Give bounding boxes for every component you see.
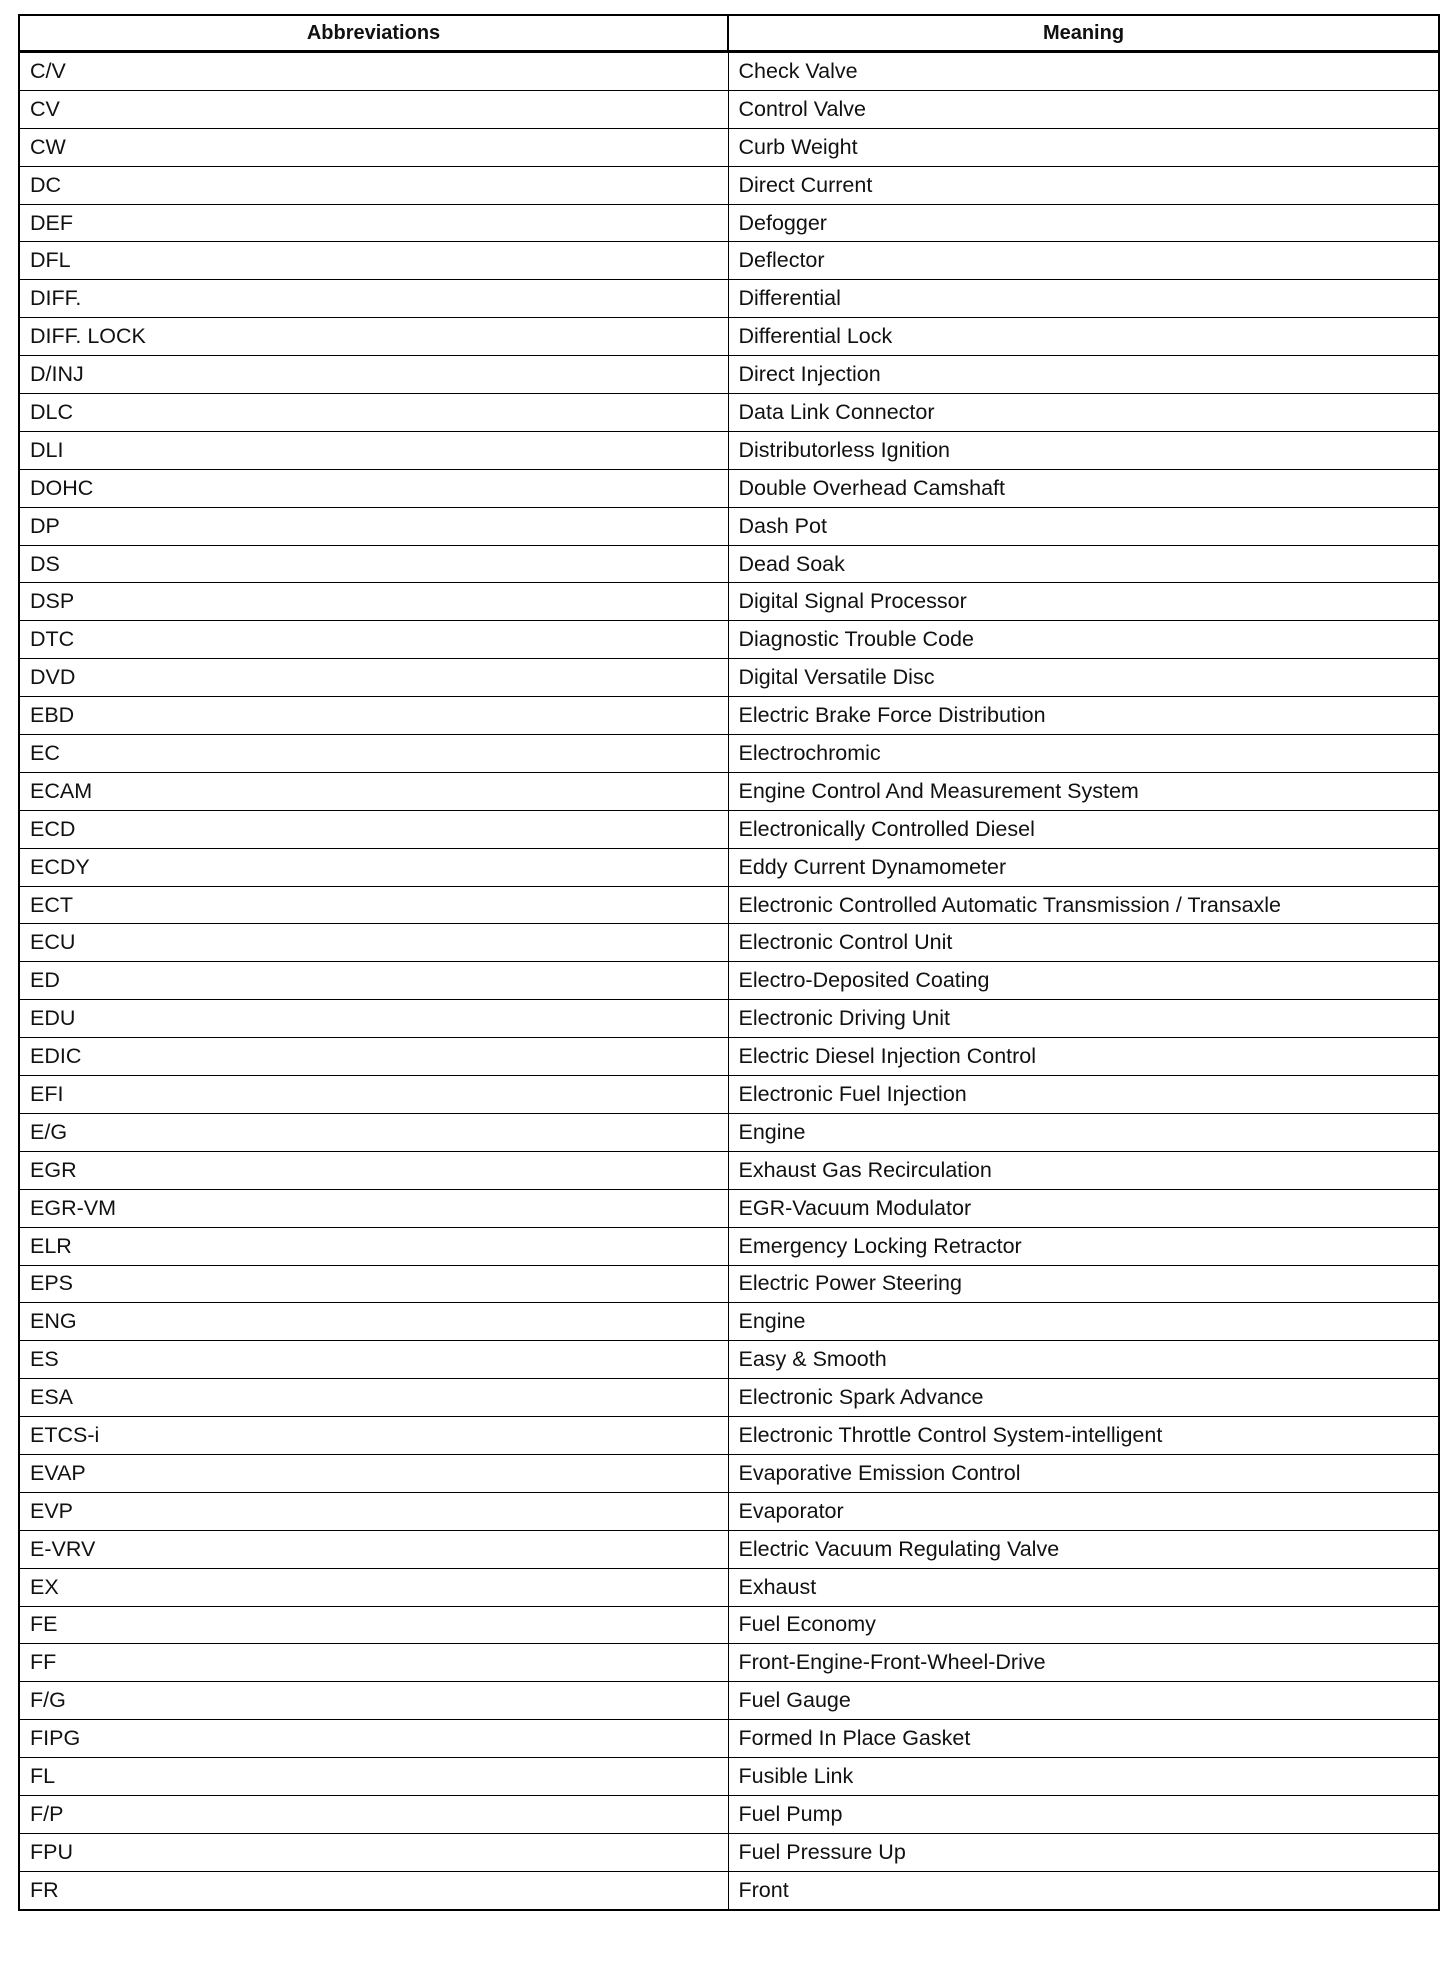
meaning-cell: Direct Injection [728, 356, 1439, 394]
abbreviation-cell: DP [19, 507, 728, 545]
abbreviation-cell: DSP [19, 583, 728, 621]
abbreviation-cell: ECU [19, 924, 728, 962]
meaning-cell: Check Valve [728, 52, 1439, 91]
table-row [19, 621, 1439, 659]
table-row [19, 242, 1439, 280]
abbreviation-cell: F/P [19, 1795, 728, 1833]
abbreviation-cell: DIFF. [19, 280, 728, 318]
abbreviation-cell: DOHC [19, 469, 728, 507]
table-row [19, 1151, 1439, 1189]
abbreviation-cell: DTC [19, 621, 728, 659]
meaning-cell: Fuel Gauge [728, 1682, 1439, 1720]
table-row [19, 1417, 1439, 1455]
abbreviation-cell: EDU [19, 1000, 728, 1038]
abbreviation-cell: ED [19, 962, 728, 1000]
table-row [19, 1038, 1439, 1076]
meaning-cell: Easy & Smooth [728, 1341, 1439, 1379]
abbreviation-cell: DLI [19, 431, 728, 469]
abbreviation-cell: ECT [19, 886, 728, 924]
abbreviation-cell: FL [19, 1758, 728, 1796]
table-row [19, 1265, 1439, 1303]
abbreviation-cell: E/G [19, 1113, 728, 1151]
table-row [19, 962, 1439, 1000]
table-row [19, 1492, 1439, 1530]
column-header-meaning: Meaning [728, 15, 1439, 52]
meaning-cell: Diagnostic Trouble Code [728, 621, 1439, 659]
abbreviation-cell: CV [19, 90, 728, 128]
abbreviation-cell: ECAM [19, 772, 728, 810]
table-row [19, 431, 1439, 469]
table-row [19, 1758, 1439, 1796]
abbreviation-cell: F/G [19, 1682, 728, 1720]
meaning-cell: Digital Versatile Disc [728, 659, 1439, 697]
abbreviation-cell: E-VRV [19, 1530, 728, 1568]
meaning-cell: EGR-Vacuum Modulator [728, 1189, 1439, 1227]
abbreviation-cell: ELR [19, 1227, 728, 1265]
meaning-cell: Electric Brake Force Distribution [728, 697, 1439, 735]
meaning-cell: Exhaust [728, 1568, 1439, 1606]
table-row [19, 1644, 1439, 1682]
table-row [19, 1341, 1439, 1379]
table-row [19, 280, 1439, 318]
table-row [19, 52, 1439, 91]
abbreviation-cell: EGR-VM [19, 1189, 728, 1227]
abbreviation-cell: FE [19, 1606, 728, 1644]
meaning-cell: Formed In Place Gasket [728, 1720, 1439, 1758]
meaning-cell: Fuel Pump [728, 1795, 1439, 1833]
table-row [19, 1530, 1439, 1568]
abbreviation-cell: EBD [19, 697, 728, 735]
meaning-cell: Differential Lock [728, 318, 1439, 356]
abbreviation-cell: C/V [19, 52, 728, 91]
abbreviation-cell: D/INJ [19, 356, 728, 394]
abbreviation-cell: FF [19, 1644, 728, 1682]
meaning-cell: Engine Control And Measurement System [728, 772, 1439, 810]
table-row [19, 772, 1439, 810]
abbreviation-cell: DVD [19, 659, 728, 697]
meaning-cell: Electric Power Steering [728, 1265, 1439, 1303]
meaning-cell: Electric Vacuum Regulating Valve [728, 1530, 1439, 1568]
abbreviation-cell: EVAP [19, 1454, 728, 1492]
meaning-cell: Fuel Economy [728, 1606, 1439, 1644]
meaning-cell: Electronic Fuel Injection [728, 1076, 1439, 1114]
abbreviation-cell: ESA [19, 1379, 728, 1417]
table-row [19, 1303, 1439, 1341]
meaning-cell: Electric Diesel Injection Control [728, 1038, 1439, 1076]
abbreviation-cell: ECD [19, 810, 728, 848]
table-row [19, 1000, 1439, 1038]
meaning-cell: Deflector [728, 242, 1439, 280]
table-row [19, 507, 1439, 545]
table-row [19, 1454, 1439, 1492]
table-row [19, 204, 1439, 242]
column-header-abbreviations: Abbreviations [19, 15, 728, 52]
table-row [19, 886, 1439, 924]
meaning-cell: Electronic Spark Advance [728, 1379, 1439, 1417]
table-row [19, 128, 1439, 166]
table-row [19, 697, 1439, 735]
abbreviation-cell: ES [19, 1341, 728, 1379]
meaning-cell: Control Valve [728, 90, 1439, 128]
meaning-cell: Electrochromic [728, 735, 1439, 773]
abbreviation-cell: EPS [19, 1265, 728, 1303]
table-row [19, 1189, 1439, 1227]
meaning-cell: Evaporator [728, 1492, 1439, 1530]
abbreviation-cell: DIFF. LOCK [19, 318, 728, 356]
abbreviation-cell: ENG [19, 1303, 728, 1341]
table-row [19, 1568, 1439, 1606]
meaning-cell: Dash Pot [728, 507, 1439, 545]
table-row [19, 1720, 1439, 1758]
table-row [19, 90, 1439, 128]
table-row [19, 924, 1439, 962]
abbreviation-cell: DLC [19, 394, 728, 432]
meaning-cell: Curb Weight [728, 128, 1439, 166]
meaning-cell: Electronically Controlled Diesel [728, 810, 1439, 848]
meaning-cell: Double Overhead Camshaft [728, 469, 1439, 507]
abbreviation-cell: DC [19, 166, 728, 204]
table-row [19, 1682, 1439, 1720]
meaning-cell: Electronic Control Unit [728, 924, 1439, 962]
meaning-cell: Digital Signal Processor [728, 583, 1439, 621]
table-row [19, 1113, 1439, 1151]
table-row [19, 1227, 1439, 1265]
meaning-cell: Exhaust Gas Recirculation [728, 1151, 1439, 1189]
table-row [19, 394, 1439, 432]
abbreviation-cell: ECDY [19, 848, 728, 886]
meaning-cell: Electronic Throttle Control System-intelligent [728, 1417, 1439, 1455]
abbreviation-cell: FPU [19, 1833, 728, 1871]
table-row [19, 810, 1439, 848]
meaning-cell: Electronic Driving Unit [728, 1000, 1439, 1038]
meaning-cell: Engine [728, 1113, 1439, 1151]
abbreviation-cell: DS [19, 545, 728, 583]
table-row [19, 356, 1439, 394]
abbreviation-cell: CW [19, 128, 728, 166]
table-row [19, 469, 1439, 507]
table-row [19, 318, 1439, 356]
abbreviation-cell: EC [19, 735, 728, 773]
meaning-cell: Defogger [728, 204, 1439, 242]
table-body [19, 52, 1439, 1910]
table-row [19, 583, 1439, 621]
abbreviation-cell: DFL [19, 242, 728, 280]
table-row [19, 166, 1439, 204]
meaning-cell: Data Link Connector [728, 394, 1439, 432]
abbreviation-cell: ETCS-i [19, 1417, 728, 1455]
abbreviation-cell: EFI [19, 1076, 728, 1114]
table-row [19, 659, 1439, 697]
table-row [19, 1833, 1439, 1871]
table-row [19, 1871, 1439, 1909]
meaning-cell: Emergency Locking Retractor [728, 1227, 1439, 1265]
meaning-cell: Fusible Link [728, 1758, 1439, 1796]
table-row [19, 545, 1439, 583]
meaning-cell: Differential [728, 280, 1439, 318]
table-header-row [19, 15, 1439, 52]
meaning-cell: Fuel Pressure Up [728, 1833, 1439, 1871]
table-row [19, 1795, 1439, 1833]
meaning-cell: Electro-Deposited Coating [728, 962, 1439, 1000]
abbreviation-cell: EGR [19, 1151, 728, 1189]
abbreviation-cell: EDIC [19, 1038, 728, 1076]
table-row [19, 848, 1439, 886]
meaning-cell: Evaporative Emission Control [728, 1454, 1439, 1492]
meaning-cell: Eddy Current Dynamometer [728, 848, 1439, 886]
abbreviations-table [18, 14, 1440, 1911]
table-row [19, 1379, 1439, 1417]
abbreviation-cell: EVP [19, 1492, 728, 1530]
table-row [19, 1606, 1439, 1644]
meaning-cell: Dead Soak [728, 545, 1439, 583]
abbreviation-cell: DEF [19, 204, 728, 242]
meaning-cell: Engine [728, 1303, 1439, 1341]
table-row [19, 1076, 1439, 1114]
abbreviation-cell: EX [19, 1568, 728, 1606]
table-row [19, 735, 1439, 773]
meaning-cell: Front-Engine-Front-Wheel-Drive [728, 1644, 1439, 1682]
meaning-cell: Electronic Controlled Automatic Transmission / Transaxle [728, 886, 1439, 924]
meaning-cell: Direct Current [728, 166, 1439, 204]
meaning-cell: Front [728, 1871, 1439, 1909]
meaning-cell: Distributorless Ignition [728, 431, 1439, 469]
abbreviation-cell: FR [19, 1871, 728, 1909]
abbreviation-cell: FIPG [19, 1720, 728, 1758]
